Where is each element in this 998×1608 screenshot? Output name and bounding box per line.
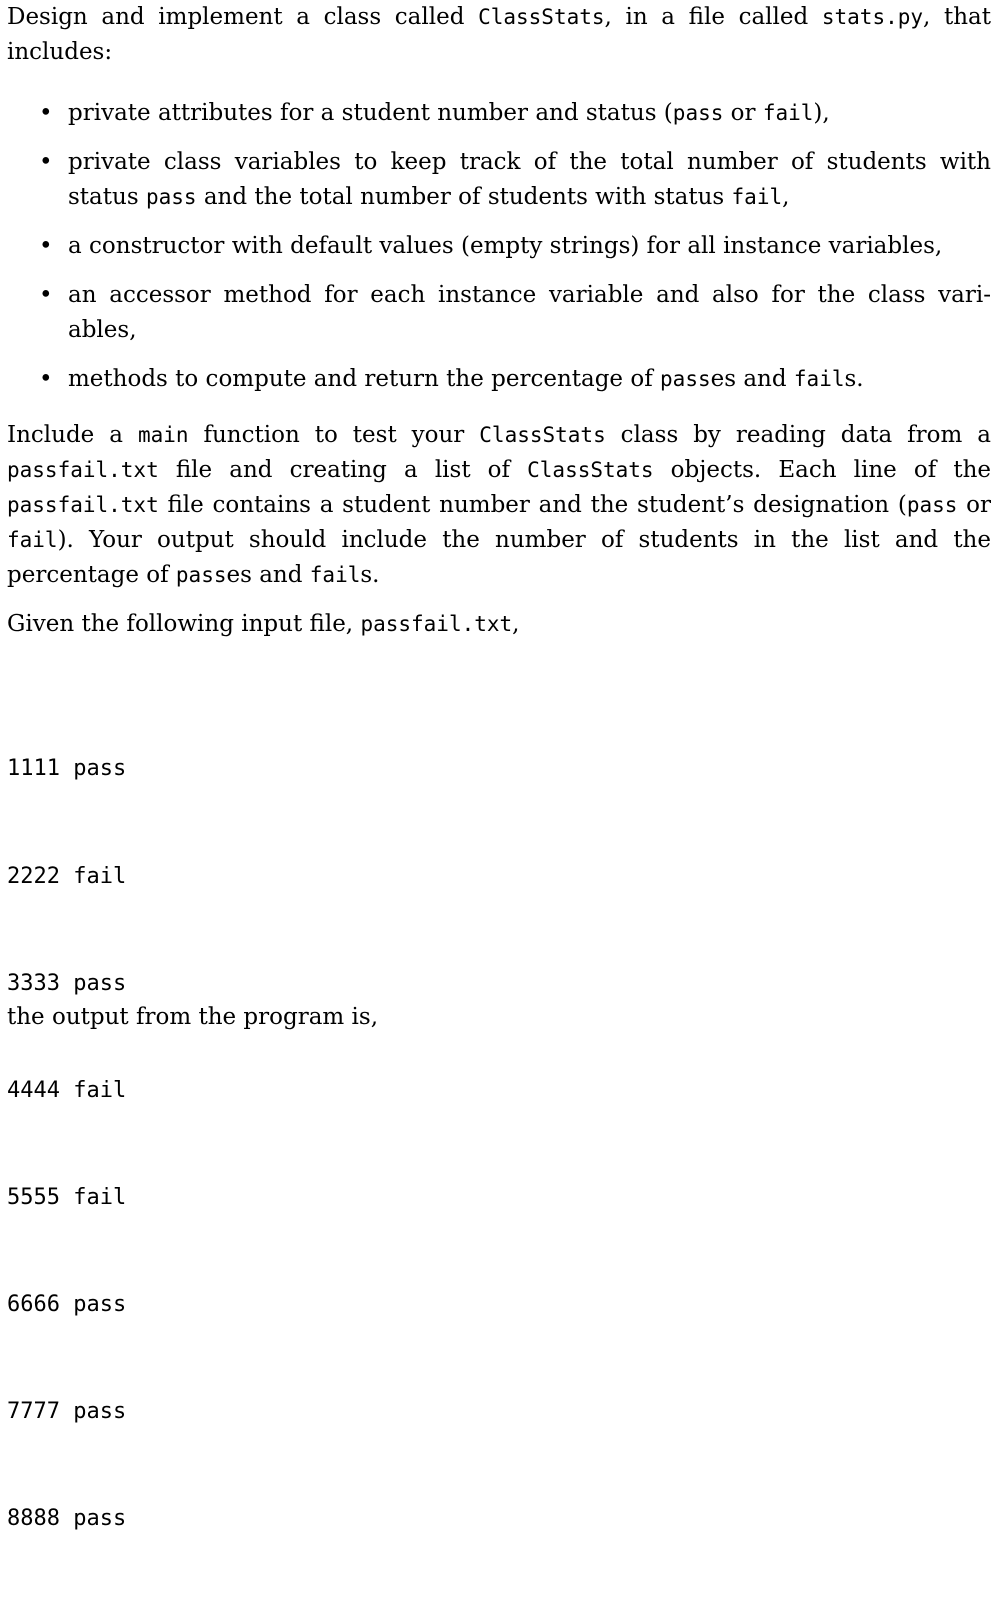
para-text: function to test your [188, 422, 480, 448]
code-inline: passfail.txt [7, 458, 159, 482]
code-inline: fail [762, 101, 814, 125]
input-file-listing [7, 680, 126, 1608]
list-item [7, 278, 991, 348]
file-line: 2222 fail [7, 863, 127, 889]
code-inline: fail [309, 563, 361, 587]
code-inline: passfail.txt [360, 612, 513, 636]
bullet-text: private class variables to keep track of the total number of students with status [68, 149, 991, 210]
intro-text-1: Design and implement a class called [7, 4, 479, 30]
list-item [7, 96, 991, 131]
bullet-text: an accessor method for each instance variable and also for the class vari-ables, [68, 282, 991, 343]
para-text: Given the following input file, [7, 611, 361, 637]
list-item [7, 145, 991, 215]
bullet-text: es and [710, 366, 794, 392]
file-line: 5555 fail [7, 1184, 127, 1210]
bullet-icon: • [39, 282, 53, 308]
bullet-text: , [782, 184, 790, 210]
intro-text-3: , that includes: [7, 4, 991, 65]
file-line: 3333 pass [7, 970, 127, 996]
list-item [7, 362, 991, 397]
code-inline: passfail.txt [7, 493, 159, 517]
requirements-list [7, 96, 991, 411]
para-text: es and [226, 562, 310, 588]
bullet-text: a constructor with default values (empty strings) for all instance variables, [68, 233, 943, 259]
bullet-text: ), [813, 100, 830, 126]
code-inline: fail [731, 185, 783, 209]
para-text: Include a [7, 422, 138, 448]
code-inline: pass [175, 563, 227, 587]
para-text: file and creating a list of [158, 457, 528, 483]
filename-code: stats.py [821, 5, 924, 29]
bullet-icon: • [39, 100, 53, 126]
file-line: 1111 pass [7, 756, 127, 782]
code-inline: pass [672, 101, 724, 125]
para-text: s. [360, 562, 380, 588]
bullet-icon: • [39, 233, 53, 259]
main-paragraph [7, 418, 991, 593]
para-text: file contains a student number and the student’s designation ( [158, 492, 907, 518]
para-text: or [957, 492, 991, 518]
para-text: , [512, 611, 520, 637]
para-text: ). Your output should include the number of students in the list and the percentage of [7, 527, 991, 588]
code-inline: pass [906, 493, 958, 517]
para-text: class by reading data from a [605, 422, 991, 448]
code-inline: pass [660, 367, 711, 391]
code-inline: main [137, 423, 189, 447]
intro-paragraph [7, 0, 991, 70]
intro-text-2: , in a file called [604, 4, 822, 30]
bullet-text: s. [844, 366, 864, 392]
given-paragraph [7, 607, 991, 642]
code-inline: pass [145, 185, 197, 209]
bullet-text: and the total number of students with status [196, 184, 732, 210]
bullet-icon: • [39, 149, 53, 175]
code-inline: fail [7, 528, 58, 552]
para-text: objects. Each line of the [653, 457, 991, 483]
list-item [7, 229, 991, 264]
file-line: 6666 pass [7, 1291, 127, 1317]
file-line: 8888 pass [7, 1506, 127, 1532]
code-inline: fail [793, 367, 845, 391]
bullet-text: methods to compute and return the percentage of [68, 366, 661, 392]
output-paragraph: the output from the program is, [7, 1004, 379, 1030]
code-inline: ClassStats [479, 423, 606, 447]
code-inline: ClassStats [527, 458, 654, 482]
bullet-text: or [723, 100, 763, 126]
file-line: 7777 pass [7, 1399, 127, 1425]
bullet-text: private attributes for a student number and status ( [68, 100, 673, 126]
bullet-icon: • [39, 366, 53, 392]
file-line: 4444 fail [7, 1077, 127, 1103]
class-name-code: ClassStats [478, 5, 605, 29]
